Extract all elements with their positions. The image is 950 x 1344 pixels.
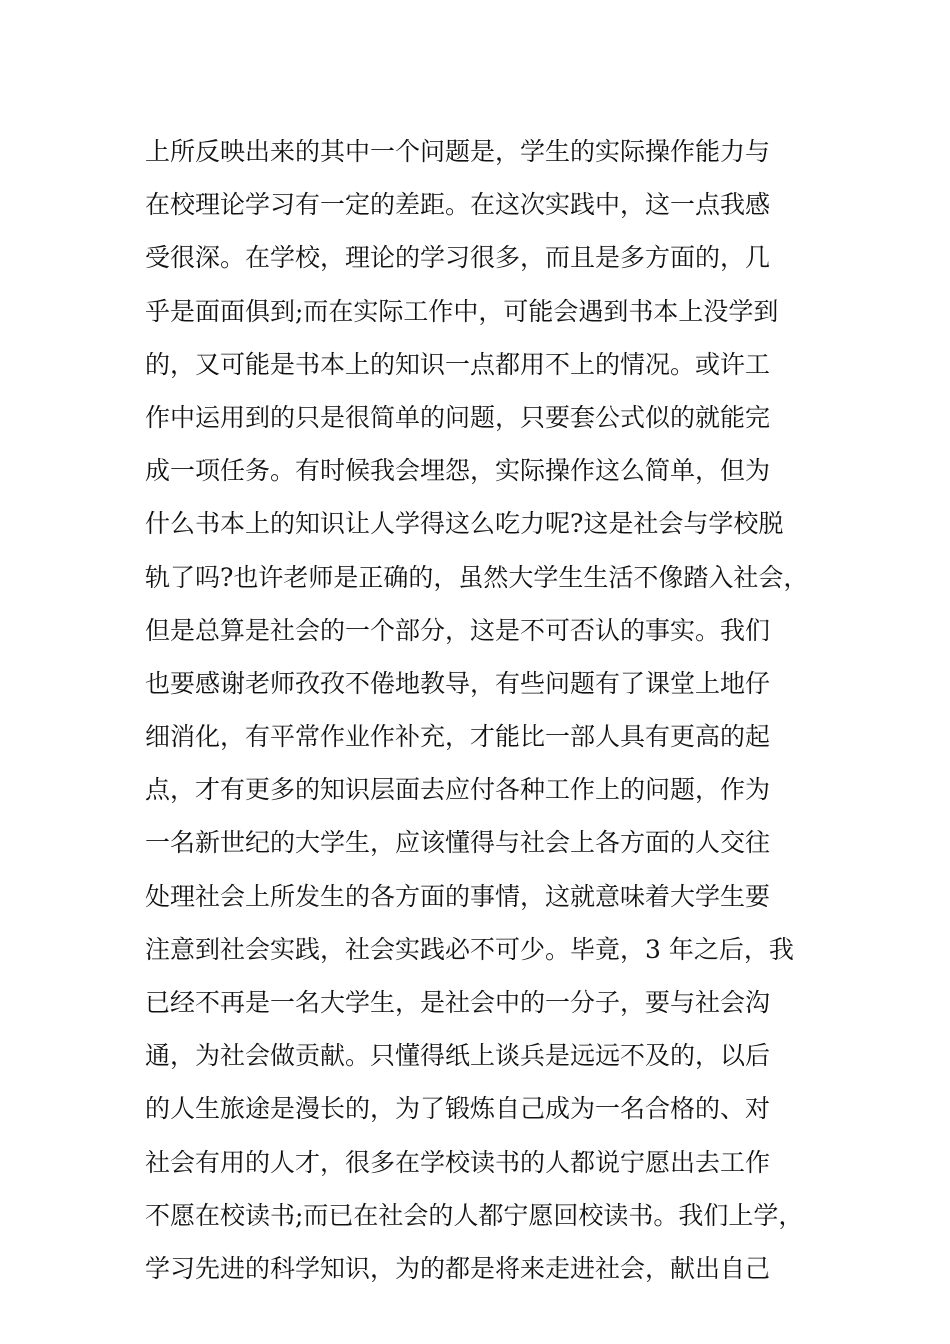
text-line: 也要感谢老师孜孜不倦地教导，有些问题有了课堂上地仔 bbox=[145, 668, 771, 698]
text-line: 的，又可能是书本上的知识一点都用不上的情况。或许工 bbox=[145, 349, 771, 379]
text-line: 受很深。在学校，理论的学习很多，而且是多方面的，几 bbox=[145, 243, 771, 273]
text-line: 处理社会上所发生的各方面的事情，这就意味着大学生要 bbox=[145, 881, 771, 911]
text-line: 学习先进的科学知识，为的都是将来走进社会，献出自己 bbox=[145, 1253, 771, 1283]
text-line: 细消化，有平常作业作补充，才能比一部人具有更高的起 bbox=[145, 722, 771, 752]
text-line: 乎是面面俱到;而在实际工作中，可能会遇到书本上没学到 bbox=[145, 296, 779, 326]
text-line: 不愿在校读书;而已在社会的人都宁愿回校读书。我们上学， bbox=[145, 1200, 804, 1230]
text-line: 什么书本上的知识让人学得这么吃力呢?这是社会与学校脱 bbox=[145, 509, 784, 539]
text-line: 点，才有更多的知识层面去应付各种工作上的问题，作为 bbox=[145, 775, 771, 805]
text-line: 作中运用到的只是很简单的问题，只要套公式似的就能完 bbox=[145, 402, 771, 432]
text-line: 上所反映出来的其中一个问题是，学生的实际操作能力与 bbox=[145, 137, 771, 166]
text-line: 已经不再是一名大学生，是社会中的一分子，要与社会沟 bbox=[145, 988, 771, 1017]
text-line: 注意到社会实践，社会实践必不可少。毕竟，3 年之后，我 bbox=[145, 934, 794, 964]
text-line: 轨了吗?也许老师是正确的，虽然大学生生活不像踏入社会， bbox=[145, 562, 809, 592]
text-line: 在校理论学习有一定的差距。在这次实践中，这一点我感 bbox=[145, 190, 771, 220]
text-line: 成一项任务。有时候我会埋怨，实际操作这么简单，但为 bbox=[145, 456, 771, 486]
text-line: 一名新世纪的大学生，应该懂得与社会上各方面的人交往 bbox=[145, 828, 771, 858]
text-line: 的人生旅途是漫长的，为了锻炼自己成为一名合格的、对 bbox=[145, 1094, 771, 1124]
text-line: 通，为社会做贡献。只懂得纸上谈兵是远远不及的，以后 bbox=[145, 1041, 771, 1071]
text-line: 社会有用的人才，很多在学校读书的人都说宁愿出去工作 bbox=[145, 1147, 771, 1177]
text-line: 但是总算是社会的一个部分，这是不可否认的事实。我们 bbox=[145, 615, 771, 645]
body-paragraph bbox=[145, 125, 825, 1295]
